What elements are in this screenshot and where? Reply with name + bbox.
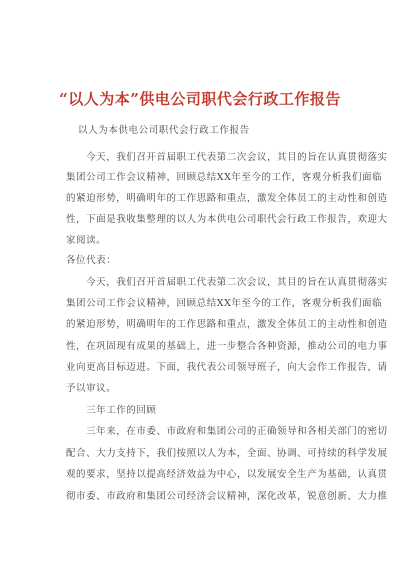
paragraph-line: 的紧迫形势，明确明年的工作思路和重点，激发全体员工的主动性和创造 — [66, 193, 388, 204]
paragraph-line: 的紧迫形势，明确明年的工作思路和重点，激发全体员工的主动性和创造 — [66, 319, 388, 330]
document-subtitle: 以人为本供电公司职代会行政工作报告 — [78, 125, 250, 136]
paragraph-line: 予以审议。 — [66, 383, 117, 394]
document-title: “以人为本”供电公司职代会行政工作报告 — [59, 90, 341, 108]
paragraph-line: 今天，我们召开首届职工代表第二次会议，其目的旨在认真贯彻落实 — [66, 277, 388, 288]
paragraph-line: 三年来，在市委、市政府和集团公司的正确领导和各相关部门的密切 — [66, 426, 388, 437]
paragraph-line: 集团公司工作会议精神，回顾总结XX年至今的工作，客观分析我们面临 — [66, 298, 383, 309]
paragraph-line: 彻市委、市政府和集团公司经济会议精神，深化改革，锐意创新、大力推 — [66, 491, 388, 502]
paragraph-line: 集团公司工作会议精神，回顾总结XX年至今的工作，客观分析我们面临 — [66, 172, 383, 183]
paragraph-line: 性，下面是我收集整理的以人为本供电公司职代会行政工作报告，欢迎大 — [66, 214, 388, 225]
paragraph-line: 家阅读。 — [66, 235, 107, 246]
paragraph-line: 配合、大力支持下，我们按照以人为本，全面、协调、可持续的科学发展 — [66, 448, 388, 459]
paragraph-line: 观的要求，坚持以提高经济效益为中心，以发展安全生产为基础，认真贯 — [66, 469, 388, 480]
paragraph-line: 各位代表： — [66, 255, 117, 266]
paragraph-line: 业向更高目标迈进。下面，我代表公司领导班子，向大会作工作报告，请 — [66, 362, 388, 373]
paragraph-line: 性，在巩固现有成果的基础上，进一步整合各种资源，推动公司的电力事 — [66, 341, 388, 352]
section-heading: 三年工作的回顾 — [66, 405, 157, 416]
paragraph-line: 今天，我们召开首届职工代表第二次会议，其目的旨在认真贯彻落实 — [66, 152, 388, 163]
